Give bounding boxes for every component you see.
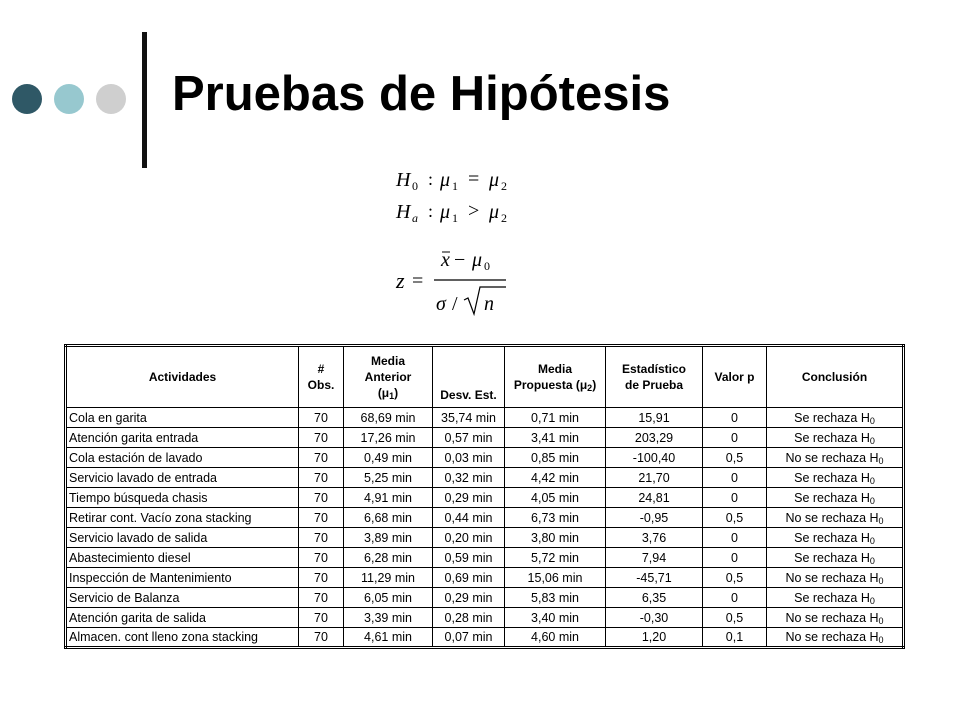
cell-estadistico: 3,76: [606, 528, 703, 548]
cell-conclusion: Se rechaza $H_0$: [767, 428, 904, 448]
cell-estadistico: 7,94: [606, 548, 703, 568]
cell-actividad: Retirar cont. Vacío zona stacking: [66, 508, 299, 528]
cell-media-anterior: 11,29 min: [344, 568, 433, 588]
header-obs: # Obs.: [299, 346, 344, 408]
cell-estadistico: -0,30: [606, 608, 703, 628]
svg-text:0: 0: [484, 259, 490, 273]
cell-estadistico: 1,20: [606, 628, 703, 648]
table-row: [66, 448, 904, 468]
cell-obs: 70: [299, 468, 344, 488]
cell-media-propuesta: 6,73 min: [505, 508, 606, 528]
cell-conclusion: No se rechaza $H_0$: [767, 568, 904, 588]
svg-text:2: 2: [501, 211, 507, 225]
cell-media-anterior: 17,26 min: [344, 428, 433, 448]
svg-text:1: 1: [452, 179, 458, 193]
table-header-row: [66, 346, 904, 408]
cell-actividad: Tiempo búsqueda chasis: [66, 488, 299, 508]
header-estadistico: Estadístico de Prueba: [606, 346, 703, 408]
cell-obs: 70: [299, 608, 344, 628]
cell-actividad: Atención garita entrada: [66, 428, 299, 448]
cell-valor-p: 0: [703, 588, 767, 608]
cell-valor-p: 0,5: [703, 508, 767, 528]
cell-media-propuesta: 5,83 min: [505, 588, 606, 608]
slide-title: Pruebas de Hipótesis: [172, 67, 671, 121]
svg-text:σ: σ: [436, 293, 446, 315]
cell-estadistico: 21,70: [606, 468, 703, 488]
cell-desv-est: 35,74 min: [433, 408, 505, 428]
svg-text:μ: μ: [489, 201, 500, 223]
cell-obs: 70: [299, 508, 344, 528]
cell-media-anterior: 3,89 min: [344, 528, 433, 548]
cell-valor-p: 0,1: [703, 628, 767, 648]
cell-valor-p: 0: [703, 548, 767, 568]
cell-media-propuesta: 4,42 min: [505, 468, 606, 488]
cell-actividad: Almacen. cont lleno zona stacking: [66, 628, 299, 648]
hypothesis-formulas: [388, 156, 538, 326]
cell-conclusion: Se rechaza $H_0$: [767, 488, 904, 508]
hypothesis-table-container: [64, 344, 902, 647]
cell-media-propuesta: 3,80 min: [505, 528, 606, 548]
decorative-dots: [12, 84, 124, 116]
cell-media-anterior: 6,05 min: [344, 588, 433, 608]
header-media-propuesta: Media Propuesta $(\mu_2)$: [505, 346, 606, 408]
cell-conclusion: No se rechaza $H_0$: [767, 508, 904, 528]
cell-obs: 70: [299, 428, 344, 448]
table-row: [66, 548, 904, 568]
cell-conclusion: Se rechaza $H_0$: [767, 408, 904, 428]
svg-text:2: 2: [501, 179, 507, 193]
svg-text:a: a: [412, 211, 418, 225]
cell-desv-est: 0,32 min: [433, 468, 505, 488]
table-body: [66, 408, 904, 648]
header-media-anterior: Media Anterior $(\mu_1)$: [344, 346, 433, 408]
table-row: [66, 428, 904, 448]
cell-estadistico: -45,71: [606, 568, 703, 588]
svg-text:=: =: [468, 168, 480, 190]
dot-light-teal: [54, 84, 84, 114]
h0-formula: H: [396, 169, 411, 191]
cell-conclusion: Se rechaza $H_0$: [767, 548, 904, 568]
cell-estadistico: 24,81: [606, 488, 703, 508]
svg-text::: :: [428, 169, 434, 189]
svg-text::: :: [428, 201, 434, 221]
cell-desv-est: 0,29 min: [433, 488, 505, 508]
table-row: [66, 508, 904, 528]
svg-text:μ: μ: [489, 169, 500, 191]
svg-text:/: /: [452, 293, 458, 315]
cell-actividad: Servicio de Balanza: [66, 588, 299, 608]
cell-conclusion: No se rechaza $H_0$: [767, 448, 904, 468]
cell-estadistico: 6,35: [606, 588, 703, 608]
cell-conclusion: Se rechaza $H_0$: [767, 468, 904, 488]
cell-obs: 70: [299, 628, 344, 648]
svg-text:0: 0: [412, 179, 418, 193]
cell-obs: 70: [299, 548, 344, 568]
cell-actividad: Cola en garita: [66, 408, 299, 428]
cell-obs: 70: [299, 488, 344, 508]
cell-valor-p: 0: [703, 488, 767, 508]
cell-obs: 70: [299, 448, 344, 468]
cell-valor-p: 0,5: [703, 448, 767, 468]
z-formula: z: [396, 268, 405, 293]
ha-formula: H: [396, 201, 411, 223]
cell-desv-est: 0,03 min: [433, 448, 505, 468]
cell-media-anterior: 68,69 min: [344, 408, 433, 428]
cell-desv-est: 0,59 min: [433, 548, 505, 568]
dot-gray: [96, 84, 126, 114]
table-row: [66, 488, 904, 508]
cell-media-propuesta: 0,71 min: [505, 408, 606, 428]
cell-desv-est: 0,57 min: [433, 428, 505, 448]
cell-valor-p: 0: [703, 468, 767, 488]
cell-actividad: Cola estación de lavado: [66, 448, 299, 468]
cell-media-propuesta: 3,41 min: [505, 428, 606, 448]
cell-desv-est: 0,28 min: [433, 608, 505, 628]
svg-text:μ: μ: [440, 201, 451, 223]
table-row: [66, 588, 904, 608]
cell-obs: 70: [299, 528, 344, 548]
svg-text:x: x: [441, 249, 450, 271]
header-actividades: Actividades: [66, 346, 299, 408]
table-row: [66, 608, 904, 628]
svg-text:>: >: [468, 200, 480, 222]
cell-estadistico: 203,29: [606, 428, 703, 448]
svg-text:n: n: [484, 293, 494, 315]
cell-estadistico: -0,95: [606, 508, 703, 528]
header-valor-p: Valor p: [703, 346, 767, 408]
cell-estadistico: -100,40: [606, 448, 703, 468]
cell-valor-p: 0: [703, 408, 767, 428]
cell-media-propuesta: 5,72 min: [505, 548, 606, 568]
cell-conclusion: Se rechaza $H_0$: [767, 528, 904, 548]
formula-graphic: [388, 156, 538, 326]
svg-text:−: −: [454, 249, 466, 271]
cell-obs: 70: [299, 408, 344, 428]
cell-media-anterior: 5,25 min: [344, 468, 433, 488]
cell-desv-est: 0,69 min: [433, 568, 505, 588]
cell-conclusion: Se rechaza $H_0$: [767, 588, 904, 608]
cell-estadistico: 15,91: [606, 408, 703, 428]
cell-conclusion: No se rechaza $H_0$: [767, 608, 904, 628]
cell-media-anterior: 4,91 min: [344, 488, 433, 508]
cell-valor-p: 0: [703, 528, 767, 548]
dot-dark-teal: [12, 84, 42, 114]
cell-desv-est: 0,07 min: [433, 628, 505, 648]
cell-actividad: Servicio lavado de salida: [66, 528, 299, 548]
svg-text:μ: μ: [472, 249, 483, 271]
cell-valor-p: 0: [703, 428, 767, 448]
cell-media-propuesta: 4,05 min: [505, 488, 606, 508]
cell-obs: 70: [299, 568, 344, 588]
cell-conclusion: No se rechaza $H_0$: [767, 628, 904, 648]
cell-media-anterior: 6,28 min: [344, 548, 433, 568]
table-row: [66, 468, 904, 488]
cell-media-propuesta: 0,85 min: [505, 448, 606, 468]
cell-obs: 70: [299, 588, 344, 608]
table-row: [66, 408, 904, 428]
cell-media-anterior: 6,68 min: [344, 508, 433, 528]
cell-desv-est: 0,44 min: [433, 508, 505, 528]
cell-actividad: Servicio lavado de entrada: [66, 468, 299, 488]
cell-media-anterior: 3,39 min: [344, 608, 433, 628]
hypothesis-table: [64, 344, 905, 649]
svg-text:μ: μ: [440, 169, 451, 191]
svg-text:1: 1: [452, 211, 458, 225]
cell-valor-p: 0,5: [703, 608, 767, 628]
table-row: [66, 568, 904, 588]
cell-media-propuesta: 3,40 min: [505, 608, 606, 628]
cell-media-anterior: 0,49 min: [344, 448, 433, 468]
header-conclusion: Conclusión: [767, 346, 904, 408]
cell-actividad: Inspección de Mantenimiento: [66, 568, 299, 588]
svg-text:=: =: [412, 270, 424, 292]
header-desv-est: Desv. Est.: [433, 346, 505, 408]
table-row: [66, 528, 904, 548]
cell-actividad: Abastecimiento diesel: [66, 548, 299, 568]
cell-desv-est: 0,20 min: [433, 528, 505, 548]
cell-actividad: Atención garita de salida: [66, 608, 299, 628]
table-row: [66, 628, 904, 648]
cell-media-propuesta: 4,60 min: [505, 628, 606, 648]
title-divider: [142, 32, 147, 168]
cell-media-propuesta: 15,06 min: [505, 568, 606, 588]
cell-media-anterior: 4,61 min: [344, 628, 433, 648]
cell-desv-est: 0,29 min: [433, 588, 505, 608]
cell-valor-p: 0,5: [703, 568, 767, 588]
